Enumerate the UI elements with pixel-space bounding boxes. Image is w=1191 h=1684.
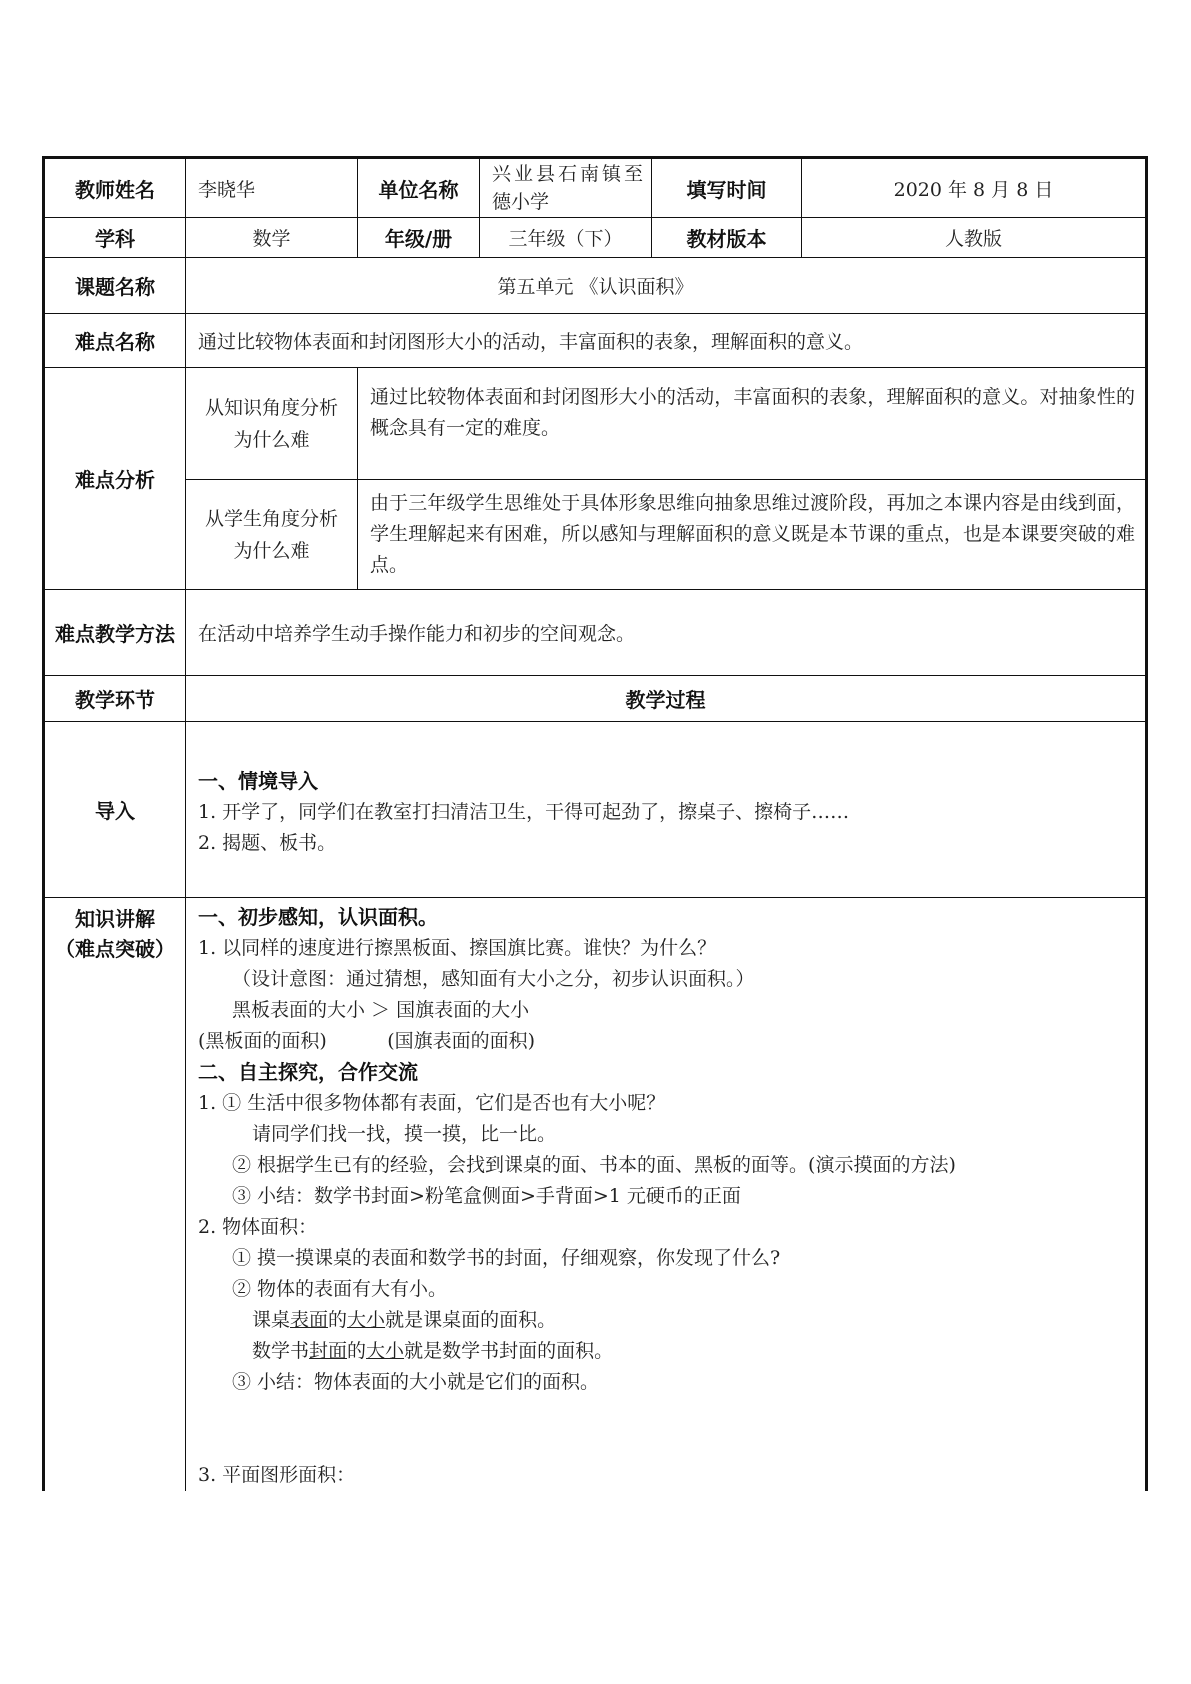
edition-label: 教材版本 bbox=[652, 218, 802, 258]
unit-label: 单位名称 bbox=[358, 158, 480, 218]
method-value: 在活动中培养学生动手操作能力和初步的空间观念。 bbox=[186, 590, 1147, 676]
subject-value: 数学 bbox=[186, 218, 358, 258]
knowledge-line-12 bbox=[198, 1305, 1135, 1336]
method-row bbox=[44, 590, 1147, 676]
knowledge-line-11: ② 物体的表面有大有小。 bbox=[232, 1278, 448, 1300]
knowledge-label: 知识讲解 bbox=[75, 907, 155, 931]
process-header-row bbox=[44, 676, 1147, 722]
knowledge-heading-2: 二、自主探究，合作交流 bbox=[198, 1060, 418, 1084]
topic-label: 课题名称 bbox=[44, 258, 186, 314]
intro-content bbox=[186, 722, 1147, 898]
knowledge-line-10: ① 摸一摸课桌的表面和数学书的封面，仔细观察，你发现了什么? bbox=[232, 1247, 781, 1269]
book-size-underlined: 大小 bbox=[366, 1340, 405, 1362]
lesson-plan-table bbox=[42, 156, 1148, 1491]
difficulty-row bbox=[44, 314, 1147, 368]
analysis-row-knowledge bbox=[44, 368, 1147, 480]
knowledge-content bbox=[186, 898, 1147, 1492]
knowledge-line-13 bbox=[198, 1336, 1135, 1367]
desk-size-underlined: 大小 bbox=[347, 1309, 386, 1331]
knowledge-line-15: 3. 平面图形面积： bbox=[198, 1464, 356, 1486]
subject-label: 学科 bbox=[44, 218, 186, 258]
grade-label: 年级/册 bbox=[358, 218, 480, 258]
knowledge-line-4: (黑板面的面积) (国旗表面的面积) bbox=[198, 1030, 536, 1052]
topic-row bbox=[44, 258, 1147, 314]
book-text-3: 就是数学书封面的面积。 bbox=[404, 1340, 614, 1362]
desk-text-1: 课桌 bbox=[252, 1309, 291, 1331]
book-cover-underlined: 封面 bbox=[309, 1340, 348, 1362]
knowledge-line-2: （设计意图：通过猜想，感知面有大小之分，初步认识面积。） bbox=[232, 968, 755, 990]
knowledge-line-5: 1. ① 生活中很多物体都有表面，它们是否也有大小呢？ bbox=[198, 1092, 666, 1114]
book-text-1: 数学书 bbox=[252, 1340, 310, 1362]
section-header-label: 教学环节 bbox=[44, 676, 186, 722]
process-header-label: 教学过程 bbox=[186, 676, 1147, 722]
analysis-row-student bbox=[44, 480, 1147, 590]
header-row-2 bbox=[44, 218, 1147, 258]
knowledge-line-3: 黑板表面的大小 ＞ 国旗表面的大小 bbox=[232, 999, 530, 1021]
grade-value: 三年级（下） bbox=[480, 218, 652, 258]
knowledge-analysis-label: 从知识角度分析为什么难 bbox=[186, 368, 358, 480]
knowledge-row bbox=[44, 898, 1147, 1492]
fill-time-value: 2020 年 8 月 8 日 bbox=[802, 158, 1147, 218]
topic-value: 第五单元 《认识面积》 bbox=[186, 258, 1147, 314]
knowledge-analysis-value: 通过比较物体表面和封闭图形大小的活动，丰富面积的表象，理解面积的意义。对抽象性的概念具有一定的难度。 bbox=[358, 368, 1147, 480]
knowledge-line-1: 1. 以同样的速度进行擦黑板面、擦国旗比赛。谁快？为什么？ bbox=[198, 937, 717, 959]
header-row-1 bbox=[44, 158, 1147, 218]
difficulty-value: 通过比较物体表面和封闭图形大小的活动，丰富面积的表象，理解面积的意义。 bbox=[186, 314, 1147, 368]
student-analysis-value: 由于三年级学生思维处于具体形象思维向抽象思维过渡阶段，再加之本课内容是由线到面，学生理解起来有困难，所以感知与理解面积的意义既是本节课的重点，也是本课要突破的难点。 bbox=[358, 480, 1147, 590]
difficulty-label: 难点名称 bbox=[44, 314, 186, 368]
desk-text-2: 的 bbox=[328, 1309, 348, 1331]
knowledge-line-9: 2. 物体面积： bbox=[198, 1216, 318, 1238]
blank-spacer bbox=[198, 1398, 1135, 1460]
analysis-label: 难点分析 bbox=[44, 368, 186, 590]
intro-line-1: 1. 开学了，同学们在教室打扫清洁卫生，干得可起劲了，擦桌子、擦椅子…… bbox=[198, 801, 850, 823]
book-text-2: 的 bbox=[347, 1340, 367, 1362]
teacher-label: 教师姓名 bbox=[44, 158, 186, 218]
knowledge-sublabel: （难点突破） bbox=[55, 937, 175, 961]
knowledge-heading-1: 一、初步感知，认识面积。 bbox=[198, 905, 438, 929]
knowledge-line-6: 请同学们找一找，摸一摸，比一比。 bbox=[252, 1123, 557, 1145]
knowledge-line-7: ② 根据学生已有的经验，会找到课桌的面、书本的面、黑板的面等。(演示摸面的方法) bbox=[232, 1154, 956, 1176]
knowledge-line-8: ③ 小结：数学书封面>粉笔盒侧面>手背面>1 元硬币的正面 bbox=[232, 1185, 741, 1207]
intro-line-2: 2. 揭题、板书。 bbox=[198, 832, 337, 854]
desk-surface-underlined: 表面 bbox=[290, 1309, 329, 1331]
knowledge-label-cell bbox=[44, 898, 186, 1492]
fill-time-label: 填写时间 bbox=[652, 158, 802, 218]
teacher-value: 李晓华 bbox=[186, 158, 358, 218]
edition-value: 人教版 bbox=[802, 218, 1147, 258]
student-analysis-label: 从学生角度分析为什么难 bbox=[186, 480, 358, 590]
intro-heading: 一、情境导入 bbox=[198, 769, 318, 793]
unit-value: 兴业县石南镇至德小学 bbox=[480, 158, 652, 218]
method-label: 难点教学方法 bbox=[44, 590, 186, 676]
intro-row bbox=[44, 722, 1147, 898]
intro-label: 导入 bbox=[44, 722, 186, 898]
knowledge-line-14: ③ 小结：物体表面的大小就是它们的面积。 bbox=[232, 1371, 600, 1393]
desk-text-3: 就是课桌面的面积。 bbox=[385, 1309, 557, 1331]
